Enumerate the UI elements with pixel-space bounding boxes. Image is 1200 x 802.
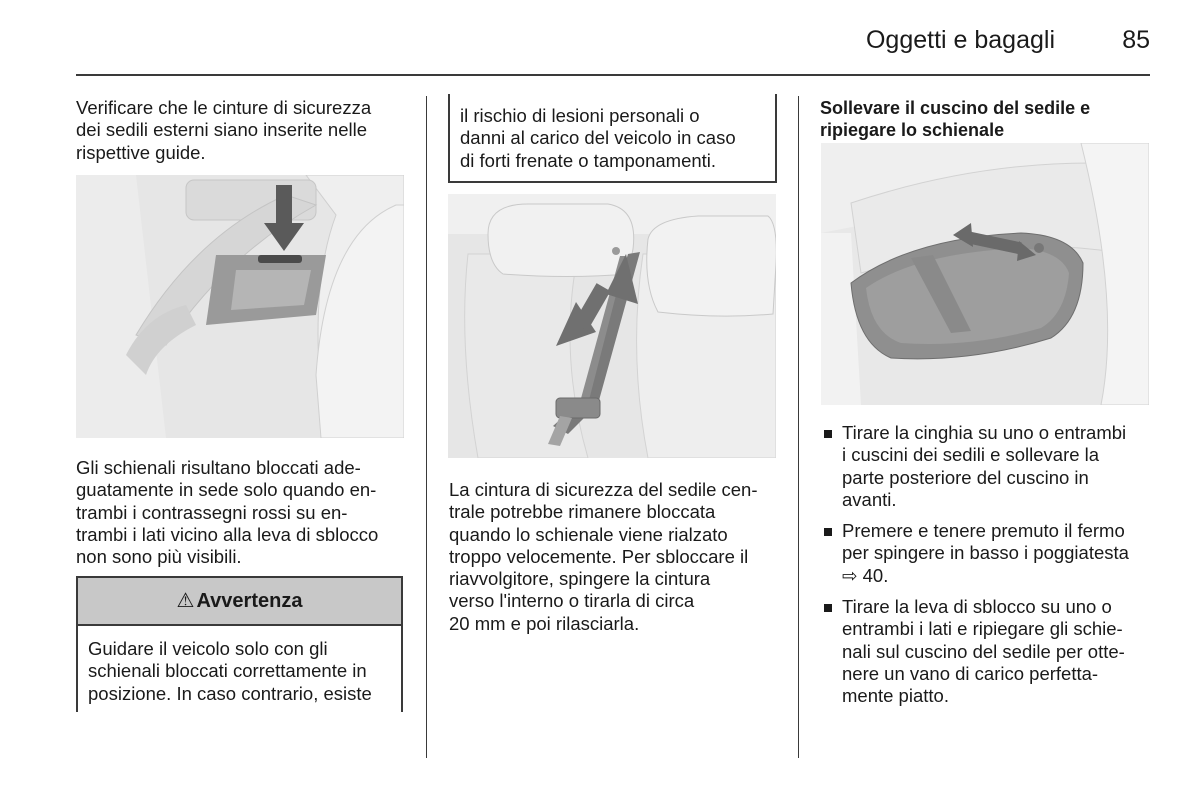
column-divider-1	[426, 96, 427, 758]
intro-paragraph: Verificare che le cinture di sicurezza dei sedili esterni siano inserite nelle rispettive guide.	[76, 97, 372, 163]
page-reference-link[interactable]: ⇨ 40.	[842, 564, 889, 586]
center-belt-illustration	[448, 194, 776, 458]
warning-header	[76, 576, 403, 626]
list-item: Tirare la leva di sblocco su uno o entrambi i lati e ripiegare gli schie- nali sul cuscino del sedile per otte- nere un vano di carico perfetta- mente piatto.	[822, 596, 1152, 707]
center-belt-paragraph: La cintura di sicurezza del sedile cen- trale potrebbe rimanere bloccata quando lo schienale viene rialzato troppo velocemente. Per sbloccare il riavvolgitore, spingere la cintura verso l'interno o tirarla di circa 20 mm e poi rilasciarla.	[449, 479, 758, 634]
chapter-title: Oggetti e bagagli	[865, 26, 1055, 54]
column-divider-2	[798, 96, 799, 758]
warning-title: Avvertenza	[196, 590, 303, 612]
warning-body: Guidare il veicolo solo con gli schienali bloccati correttamente in posizione. In caso contrario, esiste	[88, 638, 372, 704]
page-number: 85	[1122, 26, 1150, 54]
instruction-list	[822, 422, 1152, 717]
warning-continuation-text: il rischio di lesioni personali o danni al carico del veicolo in caso di forti frenate o tamponamenti.	[460, 105, 736, 171]
bullet-icon	[824, 430, 832, 438]
warning-border-right	[401, 626, 403, 712]
warning-icon: ⚠	[176, 590, 195, 612]
bullet-icon	[824, 604, 832, 612]
belt-guide-illustration	[76, 175, 404, 438]
list-item: Tirare la cinghia su uno o entrambi i cuscini dei sedili e sollevare la parte posteriore del cuscino in avanti.	[822, 422, 1152, 511]
backrest-paragraph: Gli schienali risultano bloccati ade- guatamente in sede solo quando en- trambi i contrassegni rossi su en- trambi i lati vicino alla leva di sblocco non sono più visibili.	[76, 457, 379, 568]
seat-cushion-illustration	[821, 143, 1149, 405]
bullet-icon	[824, 528, 832, 536]
header-divider	[76, 74, 1150, 76]
warning-border-left	[76, 626, 78, 712]
section-subheading: Sollevare il cuscino del sedile e ripiegare lo schienale	[820, 98, 1091, 140]
list-item: Premere e tenere premuto il fermo per spingere in basso i poggiatesta ⇨ 40.	[822, 520, 1152, 587]
